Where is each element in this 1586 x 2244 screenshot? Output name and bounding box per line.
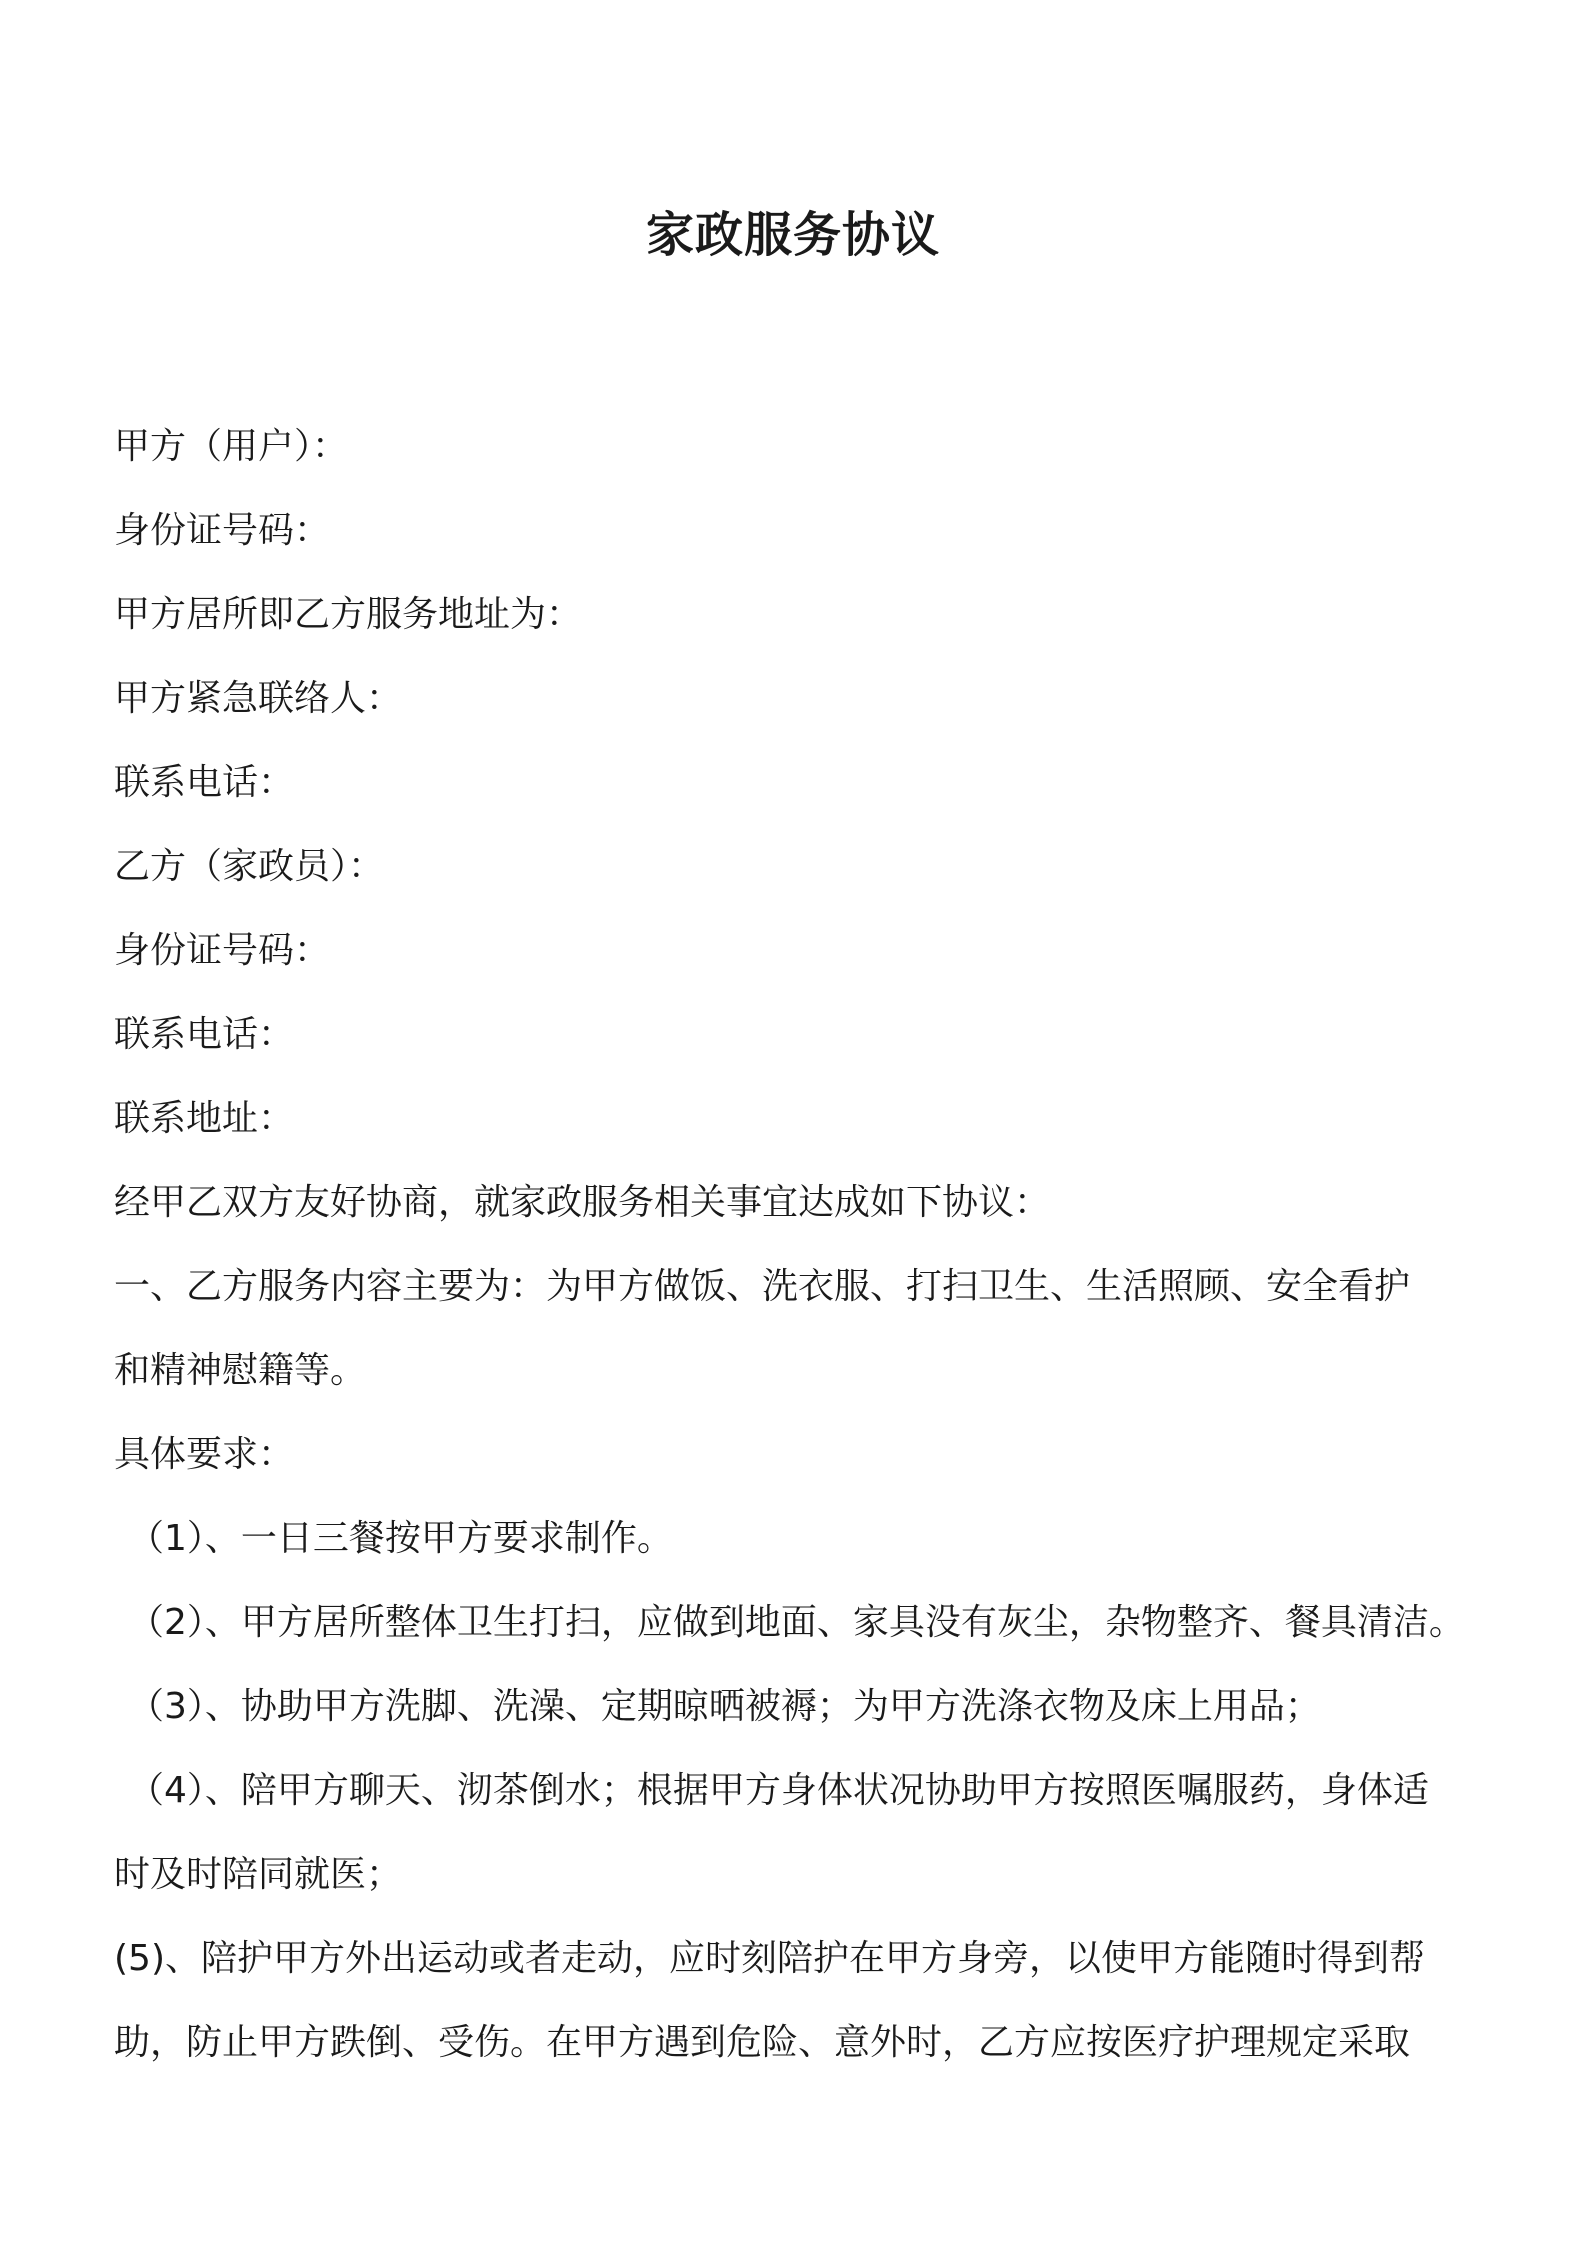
requirement-item-5: (5)、陪护甲方外出运动或者走动，应时刻陪护在甲方身旁，以使甲方能随时得到帮 (114, 1938, 1425, 1979)
requirement-item-4-continued: 时及时陪同就医； (114, 1854, 403, 1895)
requirements-heading: 具体要求： (114, 1434, 295, 1475)
requirement-item-1: （1）、一日三餐按甲方要求制作。 (128, 1518, 673, 1559)
party-b-phone-line: 联系电话： (114, 1014, 295, 1055)
requirement-item-5-continued: 助，防止甲方跌倒、受伤。在甲方遇到危险、意外时，乙方应按医疗护理规定采取 (114, 2022, 1411, 2063)
document-title: 家政服务协议 (645, 207, 940, 263)
clause-one-continued-line: 和精神慰籍等。 (114, 1350, 367, 1391)
clause-one-line: 一、乙方服务内容主要为：为甲方做饭、洗衣服、打扫卫生、生活照顾、安全看护 (114, 1266, 1411, 1307)
document-body (114, 405, 1484, 2085)
requirement-item-3: （3）、协助甲方洗脚、洗澡、定期晾晒被褥；为甲方洗涤衣物及床上用品； (128, 1686, 1321, 1727)
agreement-intro-line: 经甲乙双方友好协商，就家政服务相关事宜达成如下协议： (114, 1182, 1051, 1223)
party-b-worker-line: 乙方（家政员）： (114, 846, 385, 887)
requirement-item-4: （4）、陪甲方聊天、沏茶倒水；根据甲方身体状况协助甲方按照医嘱服药，身体适 (128, 1770, 1429, 1811)
party-a-phone-line: 联系电话： (114, 762, 295, 803)
party-a-id-line: 身份证号码： (114, 510, 331, 551)
party-a-user-line: 甲方（用户）： (114, 426, 349, 467)
emergency-contact-line: 甲方紧急联络人： (114, 678, 403, 719)
service-address-line: 甲方居所即乙方服务地址为： (114, 594, 583, 635)
requirement-item-2: （2）、甲方居所整体卫生打扫，应做到地面、家具没有灰尘，杂物整齐、餐具清洁。 (128, 1602, 1465, 1643)
party-b-address-line: 联系地址： (114, 1098, 295, 1139)
party-b-id-line: 身份证号码： (114, 930, 331, 971)
